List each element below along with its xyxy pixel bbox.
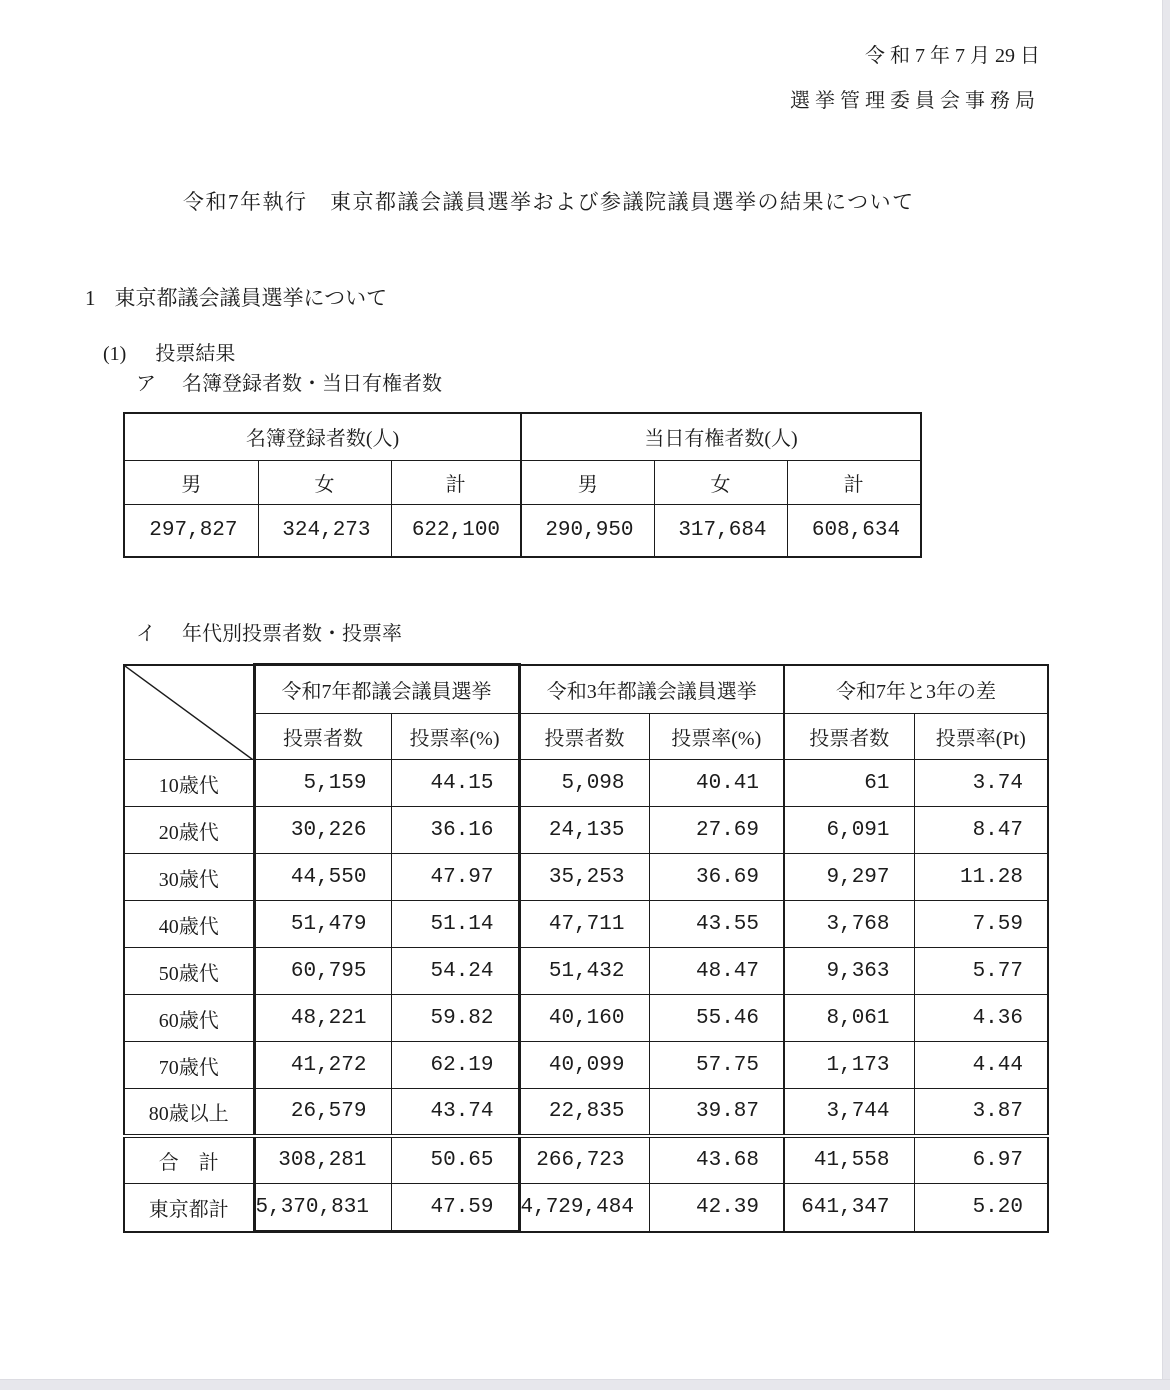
table-cell: 5,159 bbox=[254, 760, 391, 807]
page-edge-bottom bbox=[0, 1379, 1170, 1390]
table-row bbox=[124, 995, 1048, 1042]
table-cell: 3.74 bbox=[914, 760, 1048, 807]
table-cell: 608,634 bbox=[787, 504, 921, 557]
item-marker: ア bbox=[136, 373, 156, 395]
item-heading-i bbox=[136, 617, 402, 646]
subsection-text: 投票結果 bbox=[155, 343, 236, 365]
table-cell: 266,723 bbox=[519, 1136, 649, 1184]
row-label: 30歳代 bbox=[124, 854, 254, 901]
item-text: 年代別投票者数・投票率 bbox=[182, 623, 402, 645]
group-header: 令和3年都議会議員選挙 bbox=[519, 665, 784, 714]
table-cell: 54.24 bbox=[391, 948, 519, 995]
table-cell: 41,558 bbox=[784, 1136, 914, 1184]
table-cell: 61 bbox=[784, 760, 914, 807]
table-cell: 26,579 bbox=[254, 1089, 391, 1136]
item-text: 名簿登録者数・当日有権者数 bbox=[182, 373, 442, 395]
table-cell: 7.59 bbox=[914, 901, 1048, 948]
column-header: 投票者数 bbox=[254, 714, 391, 760]
table-cell: 5,098 bbox=[519, 760, 649, 807]
table-row bbox=[124, 1136, 1048, 1184]
table-row bbox=[124, 413, 921, 460]
table-cell: 47,711 bbox=[519, 901, 649, 948]
table-cell: 5.20 bbox=[914, 1184, 1048, 1232]
table-cell: 48,221 bbox=[254, 995, 391, 1042]
table-cell: 3,768 bbox=[784, 901, 914, 948]
subsection-number: (1) bbox=[103, 343, 127, 365]
table-cell: 297,827 bbox=[124, 504, 258, 557]
section-heading-1 bbox=[85, 282, 387, 312]
table-cell: 36.16 bbox=[391, 807, 519, 854]
office-line: 選挙管理委員会事務局 bbox=[790, 90, 1040, 112]
table-cell: 51.14 bbox=[391, 901, 519, 948]
table-cell: 44,550 bbox=[254, 854, 391, 901]
table-cell: 27.69 bbox=[649, 807, 784, 854]
table-cell: 622,100 bbox=[391, 504, 521, 557]
table-cell: 8,061 bbox=[784, 995, 914, 1042]
table-cell: 60,795 bbox=[254, 948, 391, 995]
column-header: 投票者数 bbox=[784, 714, 914, 760]
table-cell: 43.55 bbox=[649, 901, 784, 948]
row-label: 60歳代 bbox=[124, 995, 254, 1042]
table-cell: 43.74 bbox=[391, 1089, 519, 1136]
table-cell: 51,432 bbox=[519, 948, 649, 995]
row-label: 80歳以上 bbox=[124, 1089, 254, 1136]
group-header: 名簿登録者数(人) bbox=[124, 413, 521, 460]
registered-voters-table bbox=[123, 412, 922, 558]
turnout-table-body bbox=[124, 760, 1048, 1232]
table-cell: 40,160 bbox=[519, 995, 649, 1042]
table-row bbox=[124, 901, 1048, 948]
table-row bbox=[124, 1089, 1048, 1136]
table-cell: 35,253 bbox=[519, 854, 649, 901]
table-cell: 641,347 bbox=[784, 1184, 914, 1232]
table-cell: 47.97 bbox=[391, 854, 519, 901]
table-cell: 42.39 bbox=[649, 1184, 784, 1232]
table-cell: 8.47 bbox=[914, 807, 1048, 854]
row-label: 東京都計 bbox=[124, 1184, 254, 1232]
row-label: 40歳代 bbox=[124, 901, 254, 948]
column-header: 投票率(%) bbox=[649, 714, 784, 760]
column-header: 計 bbox=[391, 460, 521, 504]
table-cell: 3,744 bbox=[784, 1089, 914, 1136]
group-header: 令和7年と3年の差 bbox=[784, 665, 1048, 714]
table-cell: 57.75 bbox=[649, 1042, 784, 1089]
column-header: 女 bbox=[258, 460, 391, 504]
group-header: 当日有権者数(人) bbox=[521, 413, 921, 460]
table-row bbox=[124, 760, 1048, 807]
table-cell: 51,479 bbox=[254, 901, 391, 948]
column-header: 女 bbox=[654, 460, 787, 504]
table-cell: 9,363 bbox=[784, 948, 914, 995]
table-cell: 40,099 bbox=[519, 1042, 649, 1089]
table-cell: 40.41 bbox=[649, 760, 784, 807]
table-cell: 59.82 bbox=[391, 995, 519, 1042]
item-marker: イ bbox=[136, 623, 156, 645]
table-cell: 30,226 bbox=[254, 807, 391, 854]
table-row bbox=[124, 948, 1048, 995]
table-row bbox=[124, 460, 921, 504]
table-row bbox=[124, 504, 921, 557]
row-label: 70歳代 bbox=[124, 1042, 254, 1089]
row-label: 20歳代 bbox=[124, 807, 254, 854]
column-header: 計 bbox=[787, 460, 921, 504]
table-cell: 5.77 bbox=[914, 948, 1048, 995]
table-row bbox=[124, 665, 1048, 714]
group-header: 令和7年都議会議員選挙 bbox=[254, 665, 519, 714]
table-row bbox=[124, 714, 1048, 760]
table-row bbox=[124, 1042, 1048, 1089]
column-header: 投票率(%) bbox=[391, 714, 519, 760]
diagonal-slash-icon bbox=[125, 666, 253, 760]
table-cell: 4,729,484 bbox=[519, 1184, 649, 1232]
table-cell: 9,297 bbox=[784, 854, 914, 901]
table-cell: 43.68 bbox=[649, 1136, 784, 1184]
table-cell: 290,950 bbox=[521, 504, 654, 557]
table-cell: 24,135 bbox=[519, 807, 649, 854]
table-cell: 4.36 bbox=[914, 995, 1048, 1042]
table-cell: 324,273 bbox=[258, 504, 391, 557]
page-edge-right bbox=[1162, 0, 1170, 1390]
turnout-by-age-table bbox=[123, 663, 1049, 1233]
table-cell: 308,281 bbox=[254, 1136, 391, 1184]
table-cell: 48.47 bbox=[649, 948, 784, 995]
table-cell: 3.87 bbox=[914, 1089, 1048, 1136]
item-heading-a bbox=[136, 367, 442, 396]
table-cell: 11.28 bbox=[914, 854, 1048, 901]
table-cell: 41,272 bbox=[254, 1042, 391, 1089]
date-line: 令 和 7 年 7 月 29 日 bbox=[865, 45, 1040, 67]
column-header: 投票率(Pt) bbox=[914, 714, 1048, 760]
table-cell: 62.19 bbox=[391, 1042, 519, 1089]
diagonal-corner-cell bbox=[124, 665, 254, 760]
table-cell: 1,173 bbox=[784, 1042, 914, 1089]
row-label: 50歳代 bbox=[124, 948, 254, 995]
table-cell: 5,370,831 bbox=[254, 1184, 391, 1232]
column-header: 投票者数 bbox=[519, 714, 649, 760]
column-header: 男 bbox=[124, 460, 258, 504]
table-cell: 47.59 bbox=[391, 1184, 519, 1232]
column-header: 男 bbox=[521, 460, 654, 504]
table-row bbox=[124, 807, 1048, 854]
table-cell: 6,091 bbox=[784, 807, 914, 854]
subsection-heading-1 bbox=[103, 337, 235, 366]
table-cell: 39.87 bbox=[649, 1089, 784, 1136]
table-cell: 44.15 bbox=[391, 760, 519, 807]
table-cell: 22,835 bbox=[519, 1089, 649, 1136]
table-cell: 55.46 bbox=[649, 995, 784, 1042]
document-title: 令和7年執行 東京都議会議員選挙および参議院議員選挙の結果について bbox=[183, 190, 915, 214]
table-cell: 6.97 bbox=[914, 1136, 1048, 1184]
section-number: 1 bbox=[85, 286, 96, 310]
section-text: 東京都議会議員選挙について bbox=[114, 286, 388, 310]
table-row bbox=[124, 854, 1048, 901]
table-cell: 50.65 bbox=[391, 1136, 519, 1184]
document-date-block bbox=[790, 34, 1040, 124]
table-row bbox=[124, 1184, 1048, 1232]
row-label: 合 計 bbox=[124, 1136, 254, 1184]
row-label: 10歳代 bbox=[124, 760, 254, 807]
table-cell: 4.44 bbox=[914, 1042, 1048, 1089]
table-cell: 36.69 bbox=[649, 854, 784, 901]
table-cell: 317,684 bbox=[654, 504, 787, 557]
